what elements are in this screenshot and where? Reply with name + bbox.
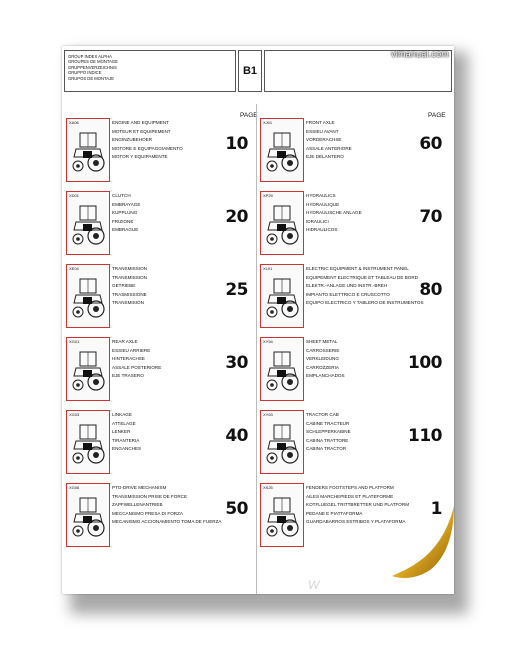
entry-title-line: KUPPLUNG bbox=[112, 210, 138, 216]
watermark-text: vlmanual.com bbox=[391, 49, 449, 59]
entry-page-number[interactable]: 60 bbox=[419, 134, 442, 154]
entry-title-line: VERKLEIDUNG bbox=[306, 356, 339, 362]
entry-title-line: TRANSMISION bbox=[112, 300, 144, 306]
index-entry[interactable] bbox=[64, 483, 252, 549]
entry-title-line: AILES MARCHEPIEDS ET PLATEFORME bbox=[306, 493, 394, 499]
entry-code: XE04 bbox=[69, 266, 79, 271]
entry-thumbnail bbox=[66, 337, 110, 401]
entry-title-line: EQUIPO ELECTRICO Y TABLERO DE INSTRUMENTOS bbox=[306, 300, 424, 306]
page-column-label-right: PAGE bbox=[428, 112, 446, 119]
header-right-box bbox=[264, 50, 452, 92]
entry-title-line: HINTERACHSE bbox=[112, 356, 145, 362]
entry-title-line: MECCANISMO PRESA DI FORZA bbox=[112, 510, 183, 516]
entry-title-line: SCHLEPPERKABINE bbox=[306, 429, 351, 435]
entry-thumbnail bbox=[260, 118, 304, 182]
entry-titles bbox=[306, 265, 424, 308]
entry-page-number[interactable]: 1 bbox=[430, 499, 442, 519]
entry-page-number[interactable]: 100 bbox=[408, 353, 442, 373]
entry-title-line: CARROSSERIE bbox=[306, 347, 340, 353]
entry-code: XY63 bbox=[263, 412, 273, 417]
tractor-diagram-icon bbox=[70, 275, 106, 321]
entry-page-number[interactable]: 10 bbox=[225, 134, 248, 154]
entry-title-line: ATTELAGE bbox=[112, 420, 136, 426]
entry-titles bbox=[306, 338, 345, 381]
entry-title-line: ENGINZUBEHOER bbox=[112, 137, 153, 143]
entry-title-line: IDRAULICI bbox=[306, 218, 329, 224]
index-entry[interactable] bbox=[258, 264, 446, 330]
entry-thumbnail bbox=[260, 410, 304, 474]
entry-code: XY54 bbox=[263, 339, 273, 344]
index-entry[interactable] bbox=[64, 264, 252, 330]
entry-thumbnail bbox=[260, 337, 304, 401]
entry-page-number[interactable]: 80 bbox=[419, 280, 442, 300]
entry-thumbnail bbox=[260, 191, 304, 255]
entry-titles bbox=[112, 192, 140, 235]
entry-title-line: CABINE TRACTEUR bbox=[306, 420, 350, 426]
entry-title-line: TIRANTERIA bbox=[112, 437, 140, 443]
entry-titles bbox=[306, 192, 362, 235]
entry-title-line: HYDRAULIQUE bbox=[306, 201, 340, 207]
entry-title-line: ASSALE POSTERIORE bbox=[112, 364, 162, 370]
entry-thumbnail bbox=[66, 483, 110, 547]
entry-title-line: HIDRAULICOS bbox=[306, 227, 338, 233]
entry-page-number[interactable]: 70 bbox=[419, 207, 442, 227]
entry-titles bbox=[112, 484, 222, 527]
tractor-diagram-icon bbox=[264, 202, 300, 248]
entry-thumbnail bbox=[260, 264, 304, 328]
entry-title-line: EJE TRASERO bbox=[112, 373, 144, 379]
entry-title-line: CABINA TRATTORE bbox=[306, 437, 349, 443]
entry-title-line: MECANISMO ACCIONAMIENTO TOMA DE FUERZA bbox=[112, 519, 222, 525]
index-entry[interactable] bbox=[258, 337, 446, 403]
entry-title-line: PEDANE E PIATTAFORMA bbox=[306, 510, 363, 516]
header-index-lines bbox=[68, 54, 118, 81]
entry-title-line: TRACTOR CAB bbox=[306, 412, 339, 417]
entry-title-line: HYDRAULICS bbox=[306, 193, 336, 198]
entry-code: XD01 bbox=[69, 193, 80, 198]
tractor-diagram-icon bbox=[264, 348, 300, 394]
header-line: GRUPOS DE MONTAJE bbox=[68, 75, 114, 81]
header-line: GRUPPO INDICE bbox=[68, 70, 102, 76]
entry-title-line: ZAPFWELLENANTRIEB bbox=[112, 502, 163, 508]
faint-watermark: W bbox=[308, 578, 320, 592]
entry-title-line: IMPIANTO ELETTRICO E CRUSCOTTO bbox=[306, 291, 390, 297]
page-column-label-left: PAGE bbox=[240, 112, 258, 119]
tractor-diagram-icon bbox=[70, 348, 106, 394]
entry-title-line: EQUIPEMENT ELECTRIQUE ET TABLEAU DE BORD bbox=[306, 274, 418, 280]
entry-title-line: GETRIEBE bbox=[112, 283, 136, 289]
entry-title-line: EJE DELANTERO bbox=[306, 154, 344, 160]
entry-titles bbox=[112, 119, 183, 162]
header-line: GROUPES DE MONTAGE bbox=[68, 59, 118, 65]
entry-title-line: FENDERS FOOTSTEPS AND PLATFORM bbox=[306, 485, 394, 490]
entry-title-line: MOTEUR ET EQUIPEMENT bbox=[112, 128, 171, 134]
tractor-diagram-icon bbox=[264, 421, 300, 467]
entry-title-line: HYDRAULISCHE ANLAGE bbox=[306, 210, 362, 216]
index-entry[interactable] bbox=[258, 191, 446, 257]
entry-code: XS25 bbox=[263, 485, 273, 490]
index-entry[interactable] bbox=[64, 337, 252, 403]
page-header bbox=[64, 50, 452, 94]
entry-page-number[interactable]: 20 bbox=[225, 207, 248, 227]
entry-title-line: EMPLANCHADOS bbox=[306, 373, 345, 379]
entry-title-line: TRANSMISSION PRISE DE FORCE bbox=[112, 493, 188, 499]
entry-titles bbox=[306, 119, 352, 162]
entry-title-line: FRONT AXLE bbox=[306, 120, 335, 125]
entry-title-line: EMBRAGUE bbox=[112, 227, 139, 233]
entry-title-line: TRANSMISSION bbox=[112, 274, 147, 280]
entry-title-line: VORDERACHSE bbox=[306, 137, 342, 143]
entry-title-line: LINKAGE bbox=[112, 412, 132, 417]
entry-title-line: GUARDABARROS ESTRIBOS Y PLATAFORMA bbox=[306, 519, 406, 525]
entry-page-number[interactable]: 40 bbox=[225, 426, 248, 446]
entry-code: XP29 bbox=[263, 193, 273, 198]
entry-title-line: ESSIEU AVANT bbox=[306, 128, 339, 134]
entry-titles bbox=[306, 411, 351, 454]
entry-code: XL01 bbox=[263, 266, 273, 271]
entry-title-line: ELEKTR.-ANLAGE UND INSTR.-BREH bbox=[306, 283, 388, 289]
tractor-diagram-icon bbox=[70, 494, 106, 540]
entry-title-line: CLUTCH bbox=[112, 193, 131, 198]
entry-title-line: EMBRAYAGE bbox=[112, 201, 141, 207]
entry-title-line: PTO-DRIVE MECHANISM bbox=[112, 485, 167, 490]
tractor-diagram-icon bbox=[264, 494, 300, 540]
entry-titles bbox=[112, 265, 147, 308]
tractor-diagram-icon bbox=[70, 202, 106, 248]
entry-thumbnail bbox=[66, 410, 110, 474]
entry-title-line: ENGINE AND EQUIPMENT bbox=[112, 120, 169, 125]
entry-title-line: LENKER bbox=[112, 429, 131, 435]
header-line: GROUP INDEX ALPHA bbox=[68, 54, 112, 59]
entry-title-line: MOTOR Y EQUIPAMENTE bbox=[112, 154, 168, 160]
index-entry[interactable] bbox=[64, 191, 252, 257]
entry-code: XG03 bbox=[69, 412, 80, 417]
section-code: B1 bbox=[242, 65, 258, 77]
index-entry[interactable] bbox=[64, 118, 252, 184]
entry-title-line: KOTFLUEGEL TRITTBRETTER UND PLATFORM bbox=[306, 502, 410, 508]
entry-title-line: ASSALE ANTERIORE bbox=[306, 145, 352, 151]
entry-title-line: CABINA TRACTOR bbox=[306, 446, 347, 452]
tractor-diagram-icon bbox=[264, 129, 300, 175]
entry-code: XG01 bbox=[69, 339, 80, 344]
header-code-box bbox=[238, 50, 262, 92]
entry-title-line: TRANSMISSION bbox=[112, 266, 147, 271]
header-index-box bbox=[64, 50, 236, 92]
entry-thumbnail bbox=[260, 483, 304, 547]
entry-page-number[interactable]: 50 bbox=[225, 499, 248, 519]
entry-title-line: FRIZIONE bbox=[112, 218, 134, 224]
entry-title-line: ESSIEU ARRIERE bbox=[112, 347, 151, 353]
entry-title-line: ENGANCHES bbox=[112, 446, 142, 452]
tractor-diagram-icon bbox=[264, 275, 300, 321]
index-entry[interactable] bbox=[258, 118, 446, 184]
entry-title-line: TRASMISSIONE bbox=[112, 291, 147, 297]
entry-title-line: CARROZZERIA bbox=[306, 364, 339, 370]
entry-thumbnail bbox=[66, 191, 110, 255]
column-divider bbox=[256, 104, 257, 594]
tractor-diagram-icon bbox=[70, 129, 106, 175]
entry-page-number[interactable]: 30 bbox=[225, 353, 248, 373]
header-line: GRUPPENVERZEICHNIS bbox=[68, 64, 117, 70]
entry-title-line: ELECTRIC EQUIPMENT & INSTRUMENT PANEL bbox=[306, 266, 409, 271]
entry-page-number[interactable]: 110 bbox=[408, 426, 442, 446]
entry-titles bbox=[112, 338, 161, 381]
entry-titles bbox=[112, 411, 141, 454]
entry-page-number[interactable]: 25 bbox=[225, 280, 248, 300]
entry-title-line: MOTORE E EQUIPAGGIAMENTO bbox=[112, 145, 183, 151]
entry-thumbnail bbox=[66, 118, 110, 182]
page-curl-graphic bbox=[390, 500, 460, 590]
entry-title-line: SHEET METAL bbox=[306, 339, 338, 344]
entry-thumbnail bbox=[66, 264, 110, 328]
entry-code: XG06 bbox=[69, 485, 80, 490]
entry-code: XA06 bbox=[69, 120, 79, 125]
index-entry[interactable] bbox=[258, 410, 446, 476]
tractor-diagram-icon bbox=[70, 421, 106, 467]
entry-title-line: REAR AXLE bbox=[112, 339, 138, 344]
index-entry[interactable] bbox=[64, 410, 252, 476]
entry-code: XJ01 bbox=[263, 120, 273, 125]
